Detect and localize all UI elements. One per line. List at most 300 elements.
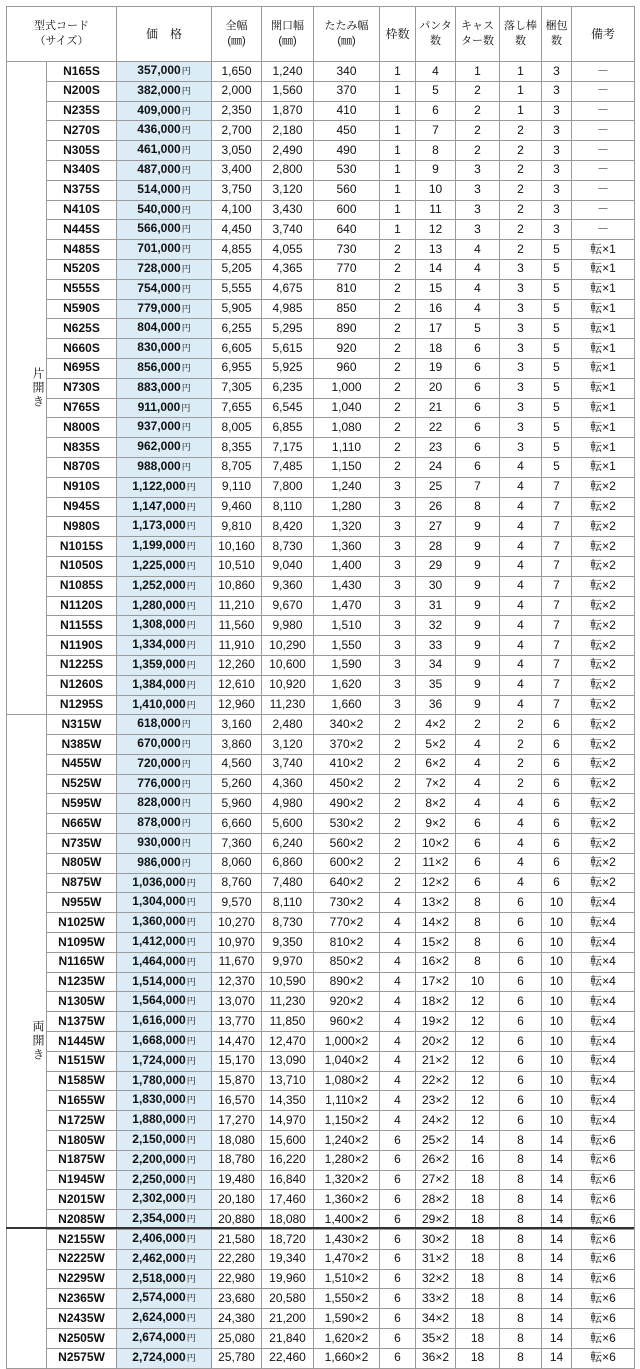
price-cell	[117, 200, 212, 220]
price-cell	[117, 259, 212, 279]
price-cell	[117, 695, 212, 715]
table-cell: 850×2	[314, 952, 380, 972]
table-cell: 23×2	[416, 1091, 456, 1111]
header-frames: 枠数	[380, 7, 416, 62]
table-cell: 転×2	[572, 655, 635, 675]
table-cell: 2,180	[262, 121, 314, 141]
price-value: 776,000	[137, 775, 181, 790]
table-cell: 転×2	[572, 517, 635, 537]
table-cell: 1,620	[314, 675, 380, 695]
price-value: 409,000	[137, 102, 181, 117]
price-cell	[117, 1012, 212, 1032]
table-cell: 9	[456, 636, 500, 656]
table-cell: 1	[500, 62, 542, 82]
bottom-rule	[6, 1227, 634, 1229]
table-row	[7, 972, 635, 992]
table-cell: 6	[380, 1210, 416, 1230]
table-row	[7, 1091, 635, 1111]
price-value: 1,384,000	[132, 676, 186, 691]
price-value: 1,122,000	[132, 478, 186, 493]
price-cell	[117, 537, 212, 557]
table-cell: 9	[456, 675, 500, 695]
table-cell: 6	[380, 1329, 416, 1349]
table-row	[7, 1190, 635, 1210]
table-cell: 8	[456, 497, 500, 517]
table-cell: 3	[456, 200, 500, 220]
currency-unit: 円	[186, 481, 196, 492]
table-cell: 18,720	[262, 1230, 314, 1250]
table-cell: 11,210	[212, 596, 262, 616]
table-cell: 18	[456, 1348, 500, 1368]
model-code: N1225S	[47, 655, 117, 675]
table-cell: 15	[416, 279, 456, 299]
table-cell: 19,960	[262, 1269, 314, 1289]
table-cell: 10	[542, 972, 572, 992]
table-cell: 1	[380, 200, 416, 220]
table-cell: 4	[380, 893, 416, 913]
model-code: N945S	[47, 497, 117, 517]
table-cell: 転×4	[572, 972, 635, 992]
table-cell: 7,800	[262, 477, 314, 497]
model-code: N315W	[47, 715, 117, 735]
table-cell: 10,160	[212, 537, 262, 557]
price-cell	[117, 1032, 212, 1052]
price-value: 1,668,000	[132, 1033, 186, 1048]
price-cell	[117, 972, 212, 992]
table-cell: 12,610	[212, 675, 262, 695]
price-cell	[117, 517, 212, 537]
model-code: N590S	[47, 299, 117, 319]
table-cell: 4	[380, 1071, 416, 1091]
table-cell: 5	[542, 457, 572, 477]
table-cell: 6	[456, 438, 500, 458]
table-cell: 転×6	[572, 1230, 635, 1250]
table-cell: 24	[416, 457, 456, 477]
table-row	[7, 358, 635, 378]
table-cell: 4	[380, 972, 416, 992]
table-cell: 4,855	[212, 240, 262, 260]
table-cell: 340×2	[314, 715, 380, 735]
table-cell: 730	[314, 240, 380, 260]
table-cell: 転×4	[572, 913, 635, 933]
table-cell: 8,730	[262, 537, 314, 557]
currency-unit: 円	[186, 1313, 196, 1324]
table-cell: 530×2	[314, 814, 380, 834]
table-cell: 6,255	[212, 319, 262, 339]
currency-unit: 円	[186, 1273, 196, 1284]
table-row	[7, 1150, 635, 1170]
table-cell: 6×2	[416, 754, 456, 774]
table-row	[7, 517, 635, 537]
model-code: N1190S	[47, 636, 117, 656]
model-code: N2575W	[47, 1348, 117, 1368]
model-code: N520S	[47, 259, 117, 279]
price-value: 701,000	[137, 241, 181, 256]
table-cell: 7	[542, 596, 572, 616]
table-cell: 4	[380, 913, 416, 933]
table-cell: 2	[380, 438, 416, 458]
price-cell	[117, 457, 212, 477]
model-code: N1155S	[47, 616, 117, 636]
table-cell: 18	[456, 1309, 500, 1329]
table-cell: 4	[500, 537, 542, 557]
currency-unit: 円	[186, 1253, 196, 1264]
table-cell: 4	[500, 596, 542, 616]
table-cell: 7	[542, 695, 572, 715]
table-cell: 12	[416, 220, 456, 240]
table-cell: 2	[380, 259, 416, 279]
table-cell: 8,705	[212, 457, 262, 477]
table-cell: 13×2	[416, 893, 456, 913]
table-cell: 6,860	[262, 853, 314, 873]
table-cell: 12	[456, 1071, 500, 1091]
table-cell: －	[572, 62, 635, 82]
table-cell: 5	[542, 358, 572, 378]
table-cell: 3	[500, 259, 542, 279]
table-cell: 6	[500, 952, 542, 972]
table-cell: 1	[380, 220, 416, 240]
table-cell: 2	[500, 141, 542, 161]
currency-unit: 円	[181, 244, 191, 255]
table-cell: 10	[542, 1032, 572, 1052]
table-cell: 3	[500, 398, 542, 418]
table-cell: 6	[380, 1170, 416, 1190]
table-cell: 23,680	[212, 1289, 262, 1309]
table-cell: 4	[500, 853, 542, 873]
table-cell: 18	[456, 1230, 500, 1250]
table-cell: 6	[542, 853, 572, 873]
table-cell: 18	[456, 1269, 500, 1289]
table-cell: 転×2	[572, 596, 635, 616]
table-cell: 2	[380, 418, 416, 438]
table-cell: 5	[456, 319, 500, 339]
header-casters: キャス ター数	[456, 7, 500, 62]
table-cell: 5,295	[262, 319, 314, 339]
currency-unit: 円	[181, 719, 191, 730]
table-cell: 560	[314, 180, 380, 200]
price-value: 754,000	[137, 280, 181, 295]
table-cell: 転×6	[572, 1210, 635, 1230]
table-cell: 27×2	[416, 1170, 456, 1190]
table-cell: 13,770	[212, 1012, 262, 1032]
model-code: N625S	[47, 319, 117, 339]
price-cell	[117, 497, 212, 517]
table-cell: 6	[456, 418, 500, 438]
table-cell: 転×6	[572, 1348, 635, 1368]
table-cell: 11,560	[212, 616, 262, 636]
table-cell: 9,350	[262, 933, 314, 953]
table-cell: 19×2	[416, 1012, 456, 1032]
price-cell	[117, 121, 212, 141]
price-value: 1,616,000	[132, 1013, 186, 1028]
table-cell: 4,450	[212, 220, 262, 240]
price-cell	[117, 952, 212, 972]
price-value: 1,308,000	[132, 617, 186, 632]
table-cell: 18	[456, 1190, 500, 1210]
currency-unit: 円	[181, 798, 191, 809]
price-value: 2,674,000	[132, 1330, 186, 1344]
table-cell: 1,510×2	[314, 1269, 380, 1289]
price-cell	[117, 853, 212, 873]
table-cell: 6,240	[262, 834, 314, 854]
table-row	[7, 1309, 635, 1329]
currency-unit: 円	[186, 580, 196, 591]
price-cell	[117, 1309, 212, 1329]
table-cell: 18	[456, 1329, 500, 1349]
table-cell: －	[572, 160, 635, 180]
table-cell: 28×2	[416, 1190, 456, 1210]
table-cell: 13	[416, 240, 456, 260]
table-cell: 890	[314, 319, 380, 339]
price-cell	[117, 1131, 212, 1151]
table-cell: 14	[542, 1329, 572, 1349]
table-cell: 7,485	[262, 457, 314, 477]
table-cell: 5×2	[416, 735, 456, 755]
price-value: 566,000	[137, 221, 181, 236]
table-cell: 転×6	[572, 1289, 635, 1309]
table-cell: 33	[416, 636, 456, 656]
price-cell	[117, 1150, 212, 1170]
table-cell: 1,150	[314, 457, 380, 477]
table-cell: 18	[456, 1289, 500, 1309]
table-cell: 6	[500, 1111, 542, 1131]
table-cell: 転×4	[572, 992, 635, 1012]
table-cell: 6,235	[262, 378, 314, 398]
table-cell: 8×2	[416, 794, 456, 814]
model-code: N1085S	[47, 576, 117, 596]
model-code: N385W	[47, 735, 117, 755]
table-cell: 6	[380, 1131, 416, 1151]
table-cell: 8	[500, 1230, 542, 1250]
currency-unit: 円	[186, 1352, 196, 1363]
table-cell: 1,040×2	[314, 1051, 380, 1071]
table-cell: 3	[500, 378, 542, 398]
table-cell: 2	[380, 358, 416, 378]
table-row	[7, 774, 635, 794]
header-folded-width: たたみ幅 (㎜)	[314, 7, 380, 62]
table-cell: 24,380	[212, 1309, 262, 1329]
table-cell: 730×2	[314, 893, 380, 913]
table-cell: 410	[314, 101, 380, 121]
table-cell: 2	[380, 853, 416, 873]
table-row	[7, 735, 635, 755]
currency-unit: 円	[181, 857, 191, 868]
table-cell: 4	[416, 62, 456, 82]
table-cell: 920	[314, 339, 380, 359]
table-cell: 8	[500, 1249, 542, 1269]
table-cell: 14	[542, 1348, 572, 1368]
price-cell	[117, 141, 212, 161]
table-cell: 450	[314, 121, 380, 141]
model-code: N805W	[47, 853, 117, 873]
table-cell: 25	[416, 477, 456, 497]
price-cell	[117, 616, 212, 636]
currency-unit: 円	[186, 679, 196, 690]
price-value: 1,514,000	[132, 973, 186, 988]
model-code: N165S	[47, 62, 117, 82]
table-cell: 2	[380, 873, 416, 893]
price-value: 2,462,000	[132, 1250, 186, 1265]
currency-unit: 円	[181, 66, 191, 76]
model-code: N455W	[47, 754, 117, 774]
table-cell: 10,270	[212, 913, 262, 933]
table-cell: 6	[456, 378, 500, 398]
table-cell: 7	[542, 537, 572, 557]
table-row	[7, 1269, 635, 1289]
table-cell: 転×4	[572, 952, 635, 972]
table-cell: 10	[542, 1071, 572, 1091]
table-cell: 17×2	[416, 972, 456, 992]
table-cell: 10	[542, 1091, 572, 1111]
currency-unit: 円	[186, 1293, 196, 1304]
table-cell: 6	[456, 339, 500, 359]
table-cell: 25,080	[212, 1329, 262, 1349]
table-cell: 3,860	[212, 735, 262, 755]
price-value: 461,000	[137, 142, 181, 157]
table-cell: 3	[542, 62, 572, 82]
table-cell: 3	[380, 576, 416, 596]
table-cell: 転×2	[572, 556, 635, 576]
table-cell: 6	[456, 398, 500, 418]
price-cell	[117, 1190, 212, 1210]
table-cell: 12,470	[262, 1032, 314, 1052]
table-cell: 5,600	[262, 814, 314, 834]
table-cell: 3,160	[212, 715, 262, 735]
table-cell: 4	[380, 1111, 416, 1131]
table-cell: 転×2	[572, 834, 635, 854]
price-cell	[117, 1051, 212, 1071]
table-row	[7, 160, 635, 180]
table-cell: 転×4	[572, 893, 635, 913]
price-value: 670,000	[137, 736, 181, 751]
table-cell: 9,570	[212, 893, 262, 913]
table-cell: 3	[380, 556, 416, 576]
price-value: 830,000	[137, 340, 181, 355]
price-value: 779,000	[137, 300, 181, 315]
price-value: 1,724,000	[132, 1052, 186, 1067]
table-cell: 36	[416, 695, 456, 715]
table-cell: 2	[380, 834, 416, 854]
table-cell: 5	[542, 418, 572, 438]
currency-unit: 円	[186, 1214, 196, 1225]
price-cell	[117, 1249, 212, 1269]
table-cell: 6	[380, 1289, 416, 1309]
table-cell: 1,000	[314, 378, 380, 398]
spec-table	[6, 6, 635, 1369]
price-value: 2,406,000	[132, 1231, 186, 1246]
table-cell: 10,860	[212, 576, 262, 596]
table-cell: 17,270	[212, 1111, 262, 1131]
table-cell: 2	[380, 715, 416, 735]
table-cell: 2	[380, 378, 416, 398]
table-cell: 370	[314, 81, 380, 101]
model-code: N1295S	[47, 695, 117, 715]
table-cell: 960	[314, 358, 380, 378]
table-cell: －	[572, 141, 635, 161]
model-code: N2225W	[47, 1249, 117, 1269]
price-value: 2,354,000	[132, 1211, 186, 1226]
table-cell: 6	[380, 1269, 416, 1289]
currency-unit: 円	[181, 778, 191, 789]
table-cell: 6,660	[212, 814, 262, 834]
price-cell	[117, 794, 212, 814]
table-cell: 2,350	[212, 101, 262, 121]
price-cell	[117, 1348, 212, 1368]
currency-unit: 円	[186, 917, 196, 928]
price-value: 436,000	[137, 122, 181, 137]
price-cell	[117, 101, 212, 121]
table-cell: 6,955	[212, 358, 262, 378]
table-cell: 転×4	[572, 1091, 635, 1111]
table-cell: 6	[542, 735, 572, 755]
table-cell: 10×2	[416, 834, 456, 854]
table-cell: 4,980	[262, 794, 314, 814]
table-cell: 6	[500, 913, 542, 933]
table-cell: 4	[456, 240, 500, 260]
table-cell: 5,615	[262, 339, 314, 359]
price-cell	[117, 438, 212, 458]
currency-unit: 円	[181, 204, 191, 215]
table-cell: 1,110×2	[314, 1091, 380, 1111]
table-cell: 1,650	[212, 62, 262, 82]
table-cell: 13,710	[262, 1071, 314, 1091]
table-cell: 16,570	[212, 1091, 262, 1111]
table-cell: 2	[380, 339, 416, 359]
table-cell: 31×2	[416, 1249, 456, 1269]
model-code: N2365W	[47, 1289, 117, 1309]
table-cell: 1,430	[314, 576, 380, 596]
table-cell: 4	[380, 933, 416, 953]
table-cell: 6	[500, 992, 542, 1012]
table-cell: 12,960	[212, 695, 262, 715]
table-cell: 18,080	[262, 1210, 314, 1230]
model-code: N1165W	[47, 952, 117, 972]
table-cell: 22,460	[262, 1348, 314, 1368]
table-row	[7, 794, 635, 814]
table-cell: 転×6	[572, 1150, 635, 1170]
table-row	[7, 1131, 635, 1151]
currency-unit: 円	[186, 1095, 196, 1106]
table-cell: 3,120	[262, 180, 314, 200]
table-cell: 6	[456, 814, 500, 834]
table-cell: 4	[456, 754, 500, 774]
table-cell: 6	[500, 1091, 542, 1111]
model-code: N730S	[47, 378, 117, 398]
currency-unit: 円	[181, 184, 191, 195]
table-cell: －	[572, 180, 635, 200]
table-cell: 7	[542, 675, 572, 695]
model-code: N1375W	[47, 1012, 117, 1032]
table-cell: 7,480	[262, 873, 314, 893]
table-cell: 12	[456, 992, 500, 1012]
table-cell: 21×2	[416, 1051, 456, 1071]
table-cell: 4	[500, 517, 542, 537]
table-row	[7, 180, 635, 200]
table-cell: 10,920	[262, 675, 314, 695]
table-cell: 4	[500, 616, 542, 636]
table-cell: 30×2	[416, 1230, 456, 1250]
table-cell: 410×2	[314, 754, 380, 774]
currency-unit: 円	[181, 125, 191, 136]
price-value: 720,000	[137, 755, 181, 770]
price-cell	[117, 754, 212, 774]
table-cell: 810×2	[314, 933, 380, 953]
price-value: 540,000	[137, 201, 181, 216]
table-cell: 6	[456, 873, 500, 893]
table-cell: 3	[542, 220, 572, 240]
table-cell: 3	[380, 675, 416, 695]
price-value: 1,412,000	[132, 934, 186, 949]
